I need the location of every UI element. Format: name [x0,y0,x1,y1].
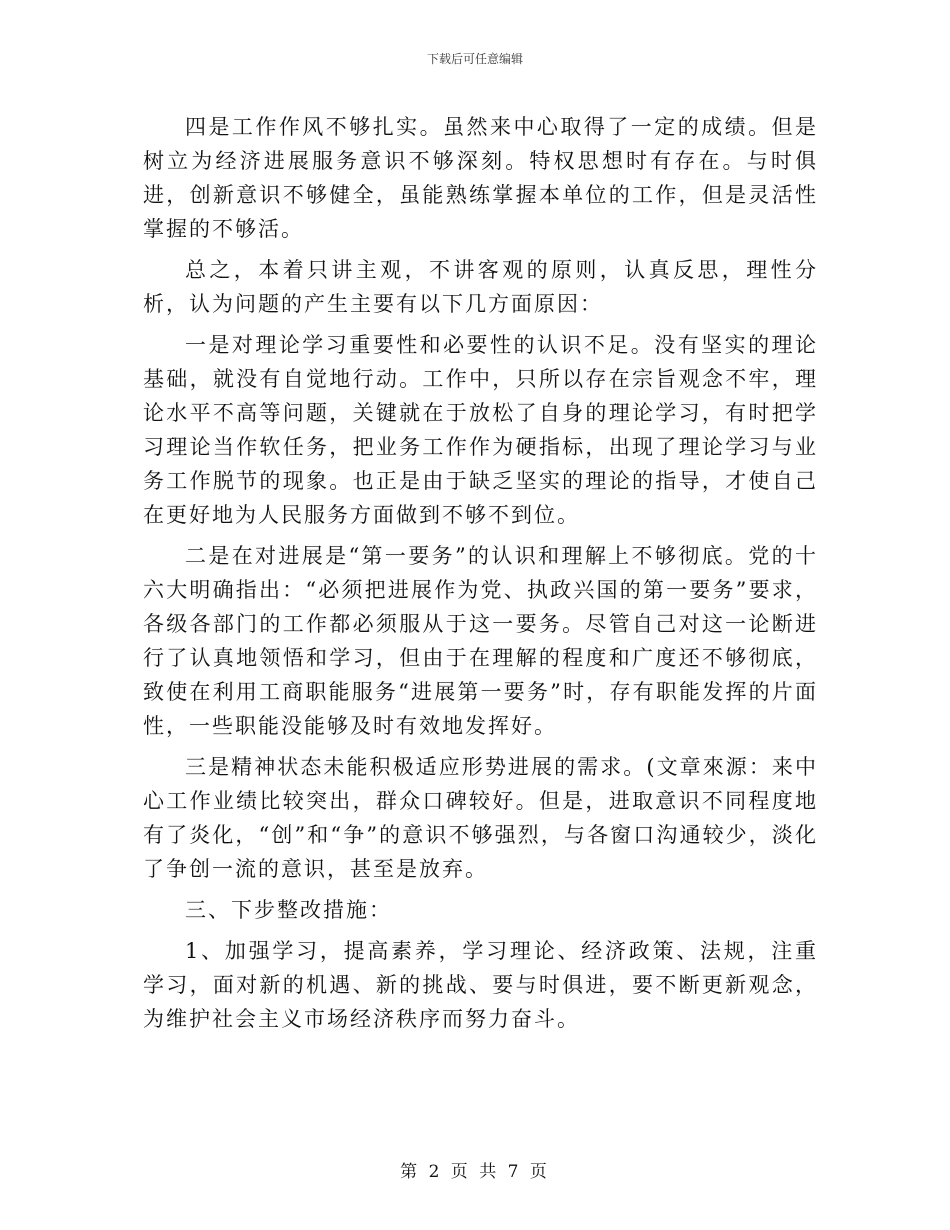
paragraph-reason-development: 二是在对进展是“第一要务”的认识和理解上不够彻底。党的十六大明确指出：“必须把进展作为党、执政兴国的第一要务”要求，各级各部门的工作都必须服从于这一要务。尽管自己对这一论断进行了认真地领悟和学习，但由于在理解的程度和广度还不够彻底，致使在利用工商职能服务“进展第一要务”时，存有职能发挥的片面性，一些职能没能够及时有效地发挥好。 [143,544,818,738]
paragraph-work-style: 四是工作作风不够扎实。虽然来中心取得了一定的成绩。但是树立为经济进展服务意识不够深刻。特权思想时有存在。与时俱进，创新意识不够健全，虽能熟练掌握本单位的工作，但是灵活性掌握的不够活。 [143,115,818,241]
document-body [143,110,818,1036]
paragraph-reason-theory: 一是对理论学习重要性和必要性的认识不足。没有坚实的理论基础，就没有自觉地行动。工作中，只所以存在宗旨观念不牢，理论水平不高等问题，关键就在于放松了自身的理论学习，有时把学习理论当作软任务，把业务工作作为硬指标，出现了理论学习与业务工作脱节的现象。也正是由于缺乏坚实的理论的指导，才使自己在更好地为人民服务方面做到不够不到位。 [143,333,818,527]
paragraph-reason-spirit: 三是精神状态未能积极适应形势进展的需求。(文章來源：来中心工作业绩比较突出，群众口碑较好。但是，进取意识不同程度地有了炎化，“创”和“争”的意识不够强烈，与各窗口沟通较少，淡化了争创一流的意识，甚至是放弃。 [143,755,818,881]
paragraph-summary: 总之，本着只讲主观，不讲客观的原则，认真反思，理性分析，认为问题的产生主要有以下几方面原因： [143,258,818,316]
page-header: 下载后可任意编辑 [426,52,523,66]
paragraph-measure-1: 1、加强学习，提高素养，学习理论、经济政策、法规，注重学习，面对新的机遇、新的挑战、要与时俱进，要不断更新观念，为维护社会主义市场经济秩序而努力奋斗。 [143,939,818,1031]
section-heading-rectification: 三、下步整改措施： [185,898,392,922]
page-number: 第 2 页 共 7 页 [400,1162,550,1182]
